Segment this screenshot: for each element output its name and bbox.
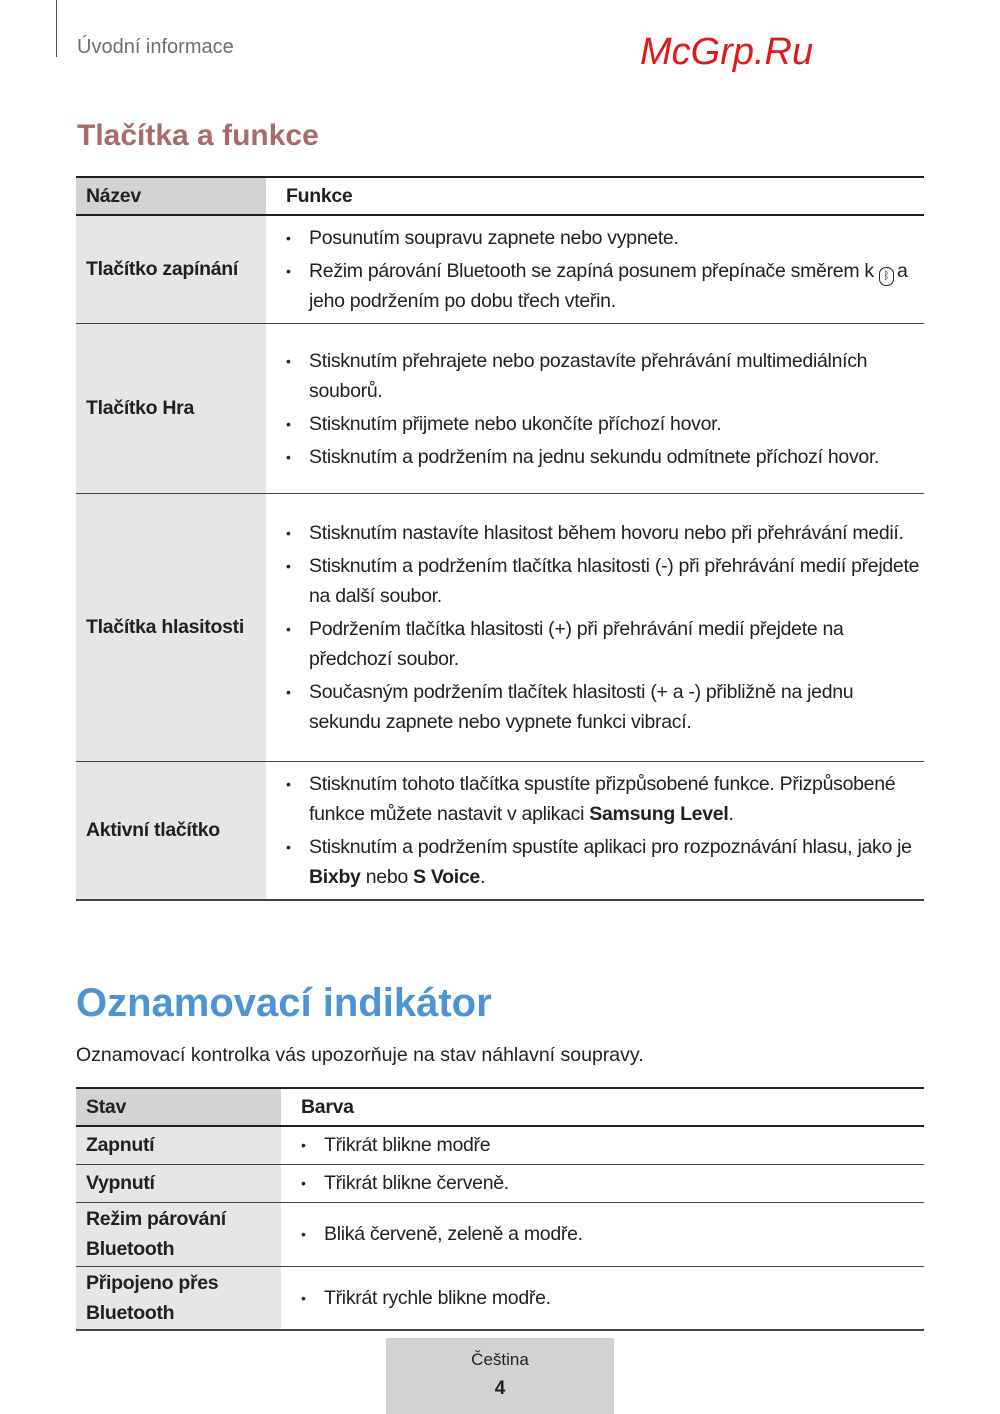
- table-row: [76, 1126, 924, 1164]
- buttons-table: [76, 176, 924, 901]
- indicator-table: [76, 1087, 924, 1331]
- column-header-function: Funkce: [286, 184, 353, 207]
- list-item: [286, 551, 924, 611]
- column-header-color: Barva: [301, 1095, 354, 1118]
- page-number: 4: [494, 1378, 506, 1399]
- list-item: [286, 769, 924, 829]
- button-functions: [266, 324, 924, 494]
- state-color: [281, 1266, 924, 1330]
- list-item: [286, 442, 924, 472]
- text-segment: Stisknutím přehrajete nebo pozastavíte přehrávání multimediálních souborů.: [309, 349, 868, 402]
- margin-rule: [56, 0, 57, 57]
- list-item: [286, 518, 924, 548]
- bold-term: S Voice: [413, 866, 480, 888]
- bold-term: Samsung Level: [589, 803, 729, 825]
- section-title-indicator: Oznamovací indikátor: [76, 981, 492, 1025]
- function-list: [286, 518, 924, 737]
- color-list: [301, 1168, 924, 1198]
- text-segment: Podržením tlačítka hlasitosti (+) při přehrávání medií přejdete na předchozí soubor.: [309, 618, 844, 670]
- column-header-state: Stav: [76, 1088, 281, 1126]
- state-color: [281, 1126, 924, 1164]
- table-row: [76, 494, 924, 762]
- bold-term: Bixby: [309, 866, 361, 888]
- button-name: Tlačítko zapínání: [76, 215, 266, 324]
- state-name: Zapnutí: [76, 1126, 281, 1164]
- list-item: [286, 832, 924, 892]
- button-functions: [266, 494, 924, 762]
- table-row: [76, 324, 924, 494]
- function-list: [286, 769, 924, 892]
- function-list: [286, 223, 924, 316]
- text-segment: .: [728, 803, 734, 825]
- page-content: [76, 117, 924, 1331]
- page-footer: [386, 1338, 614, 1414]
- button-name: Tlačítko Hra: [76, 324, 266, 494]
- list-item: [286, 409, 924, 439]
- text-segment: nebo: [360, 866, 414, 888]
- text-segment: Současným podržením tlačítek hlasitosti (+ a -) přibližně na jednu sekundu zapnete nebo vypnete funkci vibrací.: [309, 681, 854, 733]
- text-segment: Stisknutím nastavíte hlasitost během hovoru nebo při přehrávání medií.: [309, 522, 904, 544]
- section-intro: Oznamovací kontrolka vás upozorňuje na stav náhlavní soupravy.: [76, 1044, 644, 1066]
- column-header-name: Název: [76, 177, 266, 215]
- state-name: Připojeno přes Bluetooth: [76, 1266, 281, 1330]
- breadcrumb: Úvodní informace: [77, 36, 234, 58]
- section-title-buttons: Tlačítka a funkce: [77, 119, 319, 152]
- table-row: [76, 1202, 924, 1266]
- button-name: Tlačítka hlasitosti: [76, 494, 266, 762]
- button-name: Aktivní tlačítko: [76, 762, 266, 901]
- text-segment: Stisknutím a podržením spustíte aplikaci pro rozpoznávání hlasu, jako je: [309, 836, 912, 858]
- list-item: • Třikrát blikne červeně.: [301, 1168, 924, 1198]
- list-item: [286, 346, 924, 406]
- list-item: • Bliká červeně, zeleně a modře.: [301, 1219, 924, 1249]
- button-functions: [266, 215, 924, 324]
- bluetooth-icon: ᛒ: [879, 267, 894, 286]
- list-item: [286, 677, 924, 737]
- list-item: • Třikrát rychle blikne modře.: [301, 1283, 924, 1313]
- function-list: [286, 346, 924, 472]
- text-segment: Posunutím soupravu zapnete nebo vypnete.: [309, 227, 679, 249]
- text-segment: Stisknutím přijmete nebo ukončíte příchozí hovor.: [309, 412, 722, 435]
- state-color: [281, 1202, 924, 1266]
- text-segment: Stisknutím a podržením tlačítka hlasitosti (-) při přehrávání medií přejdete na další soubor.: [309, 555, 920, 607]
- list-item: [286, 614, 924, 674]
- color-list: [301, 1219, 924, 1249]
- text-segment: .: [479, 866, 486, 888]
- color-list: [301, 1130, 924, 1160]
- state-color: [281, 1164, 924, 1202]
- list-item: • Třikrát blikne modře: [301, 1130, 924, 1160]
- table-row: [76, 1266, 924, 1330]
- footer-language: Čeština: [471, 1350, 529, 1369]
- state-name: Režim párování Bluetooth: [76, 1202, 281, 1266]
- list-item: [286, 223, 924, 253]
- list-item: [286, 256, 924, 316]
- text-segment: Stisknutím a podržením na jednu sekundu odmítnete příchozí hovor.: [309, 445, 880, 468]
- color-list: [301, 1283, 924, 1313]
- text-segment: Režim párování Bluetooth se zapíná posunem přepínače směrem k: [309, 260, 879, 282]
- table-row: [76, 762, 924, 901]
- state-name: Vypnutí: [76, 1164, 281, 1202]
- table-row: [76, 215, 924, 324]
- text-segment: Stisknutím tohoto tlačítka spustíte přizpůsobené funkce. Přizpůsobené funkce můžete nastavit v aplikaci: [309, 773, 896, 825]
- watermark: McGrp.Ru: [640, 31, 814, 73]
- text-segment: a jeho podržením po dobu třech vteřin.: [309, 260, 908, 312]
- table-row: [76, 1164, 924, 1202]
- button-functions: [266, 762, 924, 901]
